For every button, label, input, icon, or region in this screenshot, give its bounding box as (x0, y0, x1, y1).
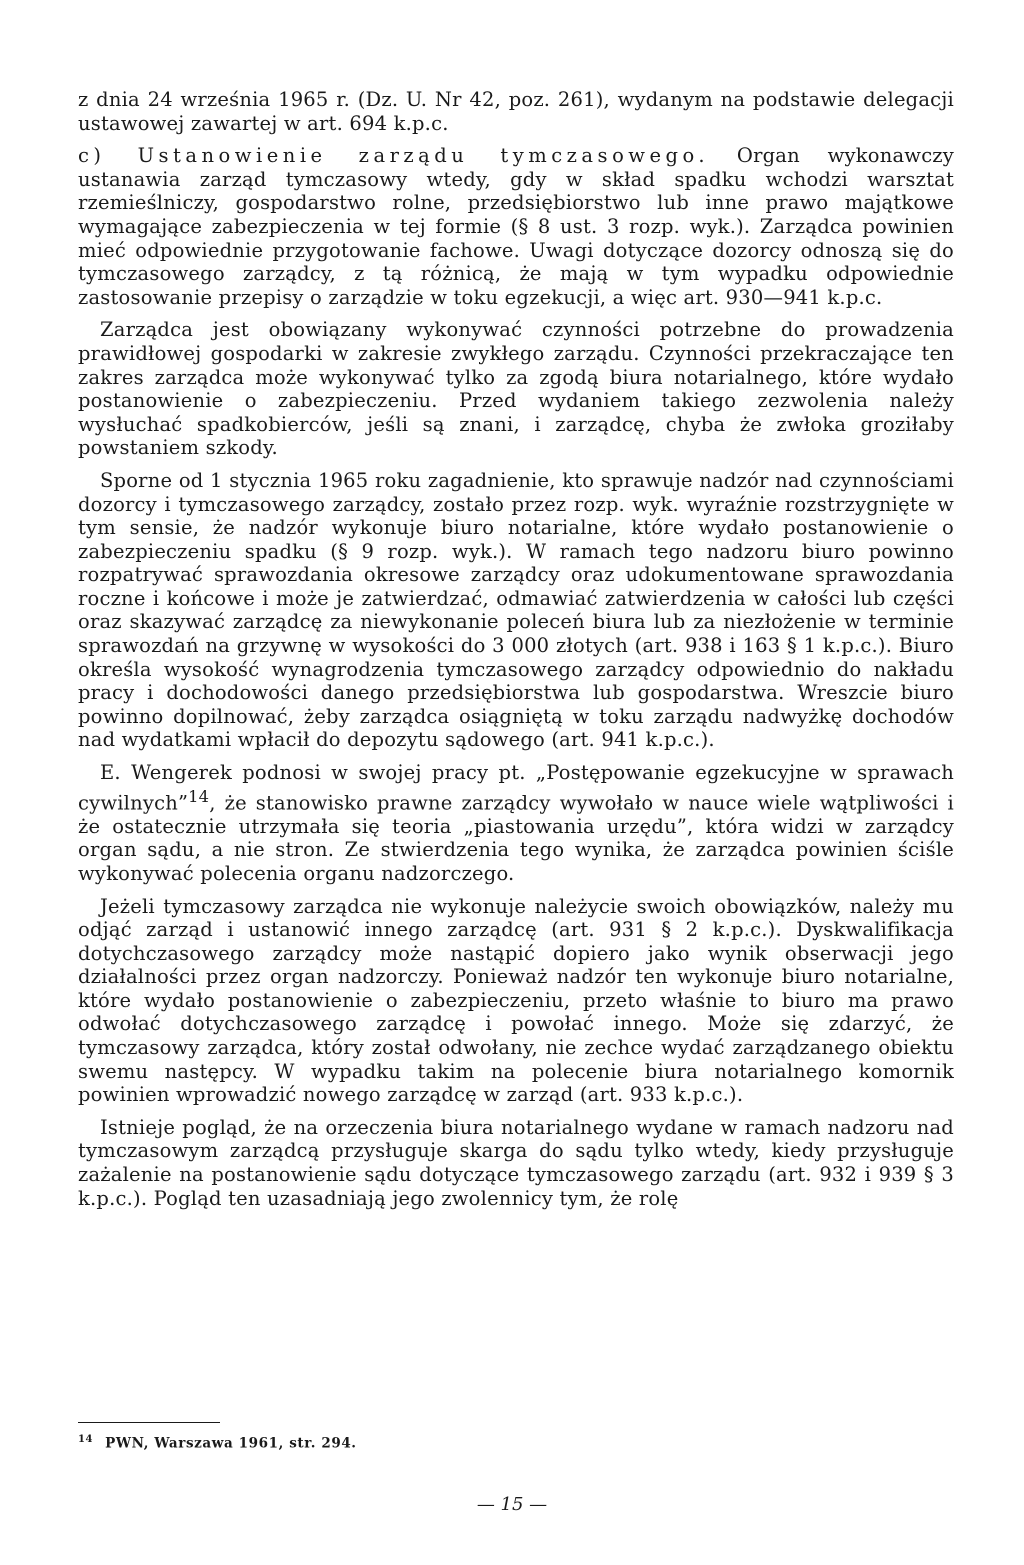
paragraph-6: Jeżeli tymczasowy zarządca nie wykonuje należycie swoich obowiązków, należy mu odjąć zarząd i ustanowić innego zarządcę (art. 931 § 2 k.p.c.). Dyskwalifikacja dotychczasowego zarządcy może nastąpić dopiero jako wynik obserwacji jego działalności przez organ nadzorczy. Ponieważ nadzór ten wykonuje biuro notarialne, które wydało postanowienie o zabezpieczeniu, przeto właśnie to biuro ma prawo odwołać dotychczasowego zarządcę i powołać innego. Może się zdarzyć, że tymczasowy zarządca, który został odwołany, nie zechce wydać zarządzanego obiektu swemu następcy. W wypadku takim na polecenie biura notarialnego komornik powinien wprowadzić nowego zarządcę w zarząd (art. 933 k.p.c.). (78, 894, 954, 1107)
paragraph-4: Sporne od 1 stycznia 1965 roku zagadnienie, kto sprawuje nadzór nad czynnościami dozorcy i tymczasowego zarządcy, zostało przez rozp. wyk. wyraźnie rozstrzygnięte w tym sensie, że nadzór wykonuje biuro notarialne, które wydało postanowienie o zabezpieczeniu spadku (§ 9 rozp. wyk.). W ramach tego nadzoru biuro powinno rozpatrywać sprawozdania okresowe zarządcy oraz udokumentowane sprawozdania roczne i końcowe i może je zatwierdzać, odmawiać zatwierdzenia w całości lub części oraz skazywać zarządcę za niewykonanie poleceń biura lub za niezłożenie w terminie sprawozdań na grzywnę w wysokości do 3 000 złotych (art. 938 i 163 § 1 k.p.c.). Biuro określa wysokość wynagrodzenia tymczasowego zarządcy odpowiednio do nakładu pracy i dochodowości danego przedsiębiorstwa lub gospodarstwa. Wreszcie biuro powinno dopilnować, żeby zarządca osiągniętą w toku zarządu nadwyżkę dochodów nad wydatkami wpłacił do depozytu sądowego (art. 941 k.p.c.). (78, 468, 954, 752)
footnote-marker: 14 (78, 1434, 94, 1445)
section-heading: c) Ustanowienie zarządu tymczasowego. (78, 144, 710, 168)
paragraph-5-part-a: E. Wengerek podnosi w swojej pracy pt. „Postępowanie egzekucyjne w sprawach cywilnych” (78, 761, 954, 815)
footnote-reference: 14 (188, 786, 210, 806)
paragraph-3: Zarządca jest obowiązany wykonywać czynności potrzebne do prowadzenia prawidłowej gospodarki w zakresie zwykłego zarządu. Czynności przekraczające ten zakres zarządca może wykonywać tylko za zgodą biura notarialnego, które wydało postanowienie o zabezpieczeniu. Przed wydaniem takiego zezwolenia należy wysłuchać spadkobierców, jeśli są znani, i zarządcę, chyba że zwłoka groziłaby powstaniem szkody. (78, 318, 954, 460)
paragraph-7: Istnieje pogląd, że na orzeczenia biura notarialnego wydane w ramach nadzoru nad tymczasowym zarządcą przysługuje skarga do sądu tylko wtedy, kiedy przysługuje zażalenie na postanowienie sądu dotyczące tymczasowego zarządu (art. 932 i 939 § 3 k.p.c.). Pogląd ten uzasadniają jego zwolennicy tym, że rolę (78, 1115, 954, 1210)
paragraph-1: z dnia 24 września 1965 r. (Dz. U. Nr 42, poz. 261), wydanym na podstawie delegacji ustawowej zawartej w art. 694 k.p.c. (78, 88, 954, 135)
paragraph-5-part-b: , że stanowisko prawne zarządcy wywołało w nauce wiele wątpliwości i że ostatecznie utrzymała się teoria „piastowania urzędu”, która widzi w zarządcy organ sądu, a nie stron. Ze stwierdzenia tego wynika, że zarządca powinien ściśle wykonywać polecenia organu nadzorczego. (78, 791, 954, 885)
paragraph-5 (78, 761, 954, 885)
footnote (78, 1434, 357, 1452)
footnote-text: PWN, Warszawa 1961, str. 294. (105, 1435, 357, 1452)
paragraph-2 (78, 144, 954, 309)
body-text (78, 88, 954, 1219)
footnote-rule (78, 1422, 220, 1423)
paragraph-2-text: Organ wykonawczy ustanawia zarząd tymczasowy wtedy, gdy w skład spadku wchodzi warsztat rzemieślniczy, gospodarstwo rolne, przedsiębiorstwo lub inne prawo majątkowe wymagające zabezpieczenia w tej formie (§ 8 ust. 3 rozp. wyk.). Zarządca powinien mieć odpowiednie przygotowanie fachowe. Uwagi dotyczące dozorcy odnoszą się do tymczasowego zarządcy, z tą różnicą, że mają w tym wypadku odpowiednie zastosowanie przepisy o zarządzie w toku egzekucji, a więc art. 930—941 k.p.c. (78, 144, 954, 309)
page-number: — 15 — (476, 1494, 548, 1515)
